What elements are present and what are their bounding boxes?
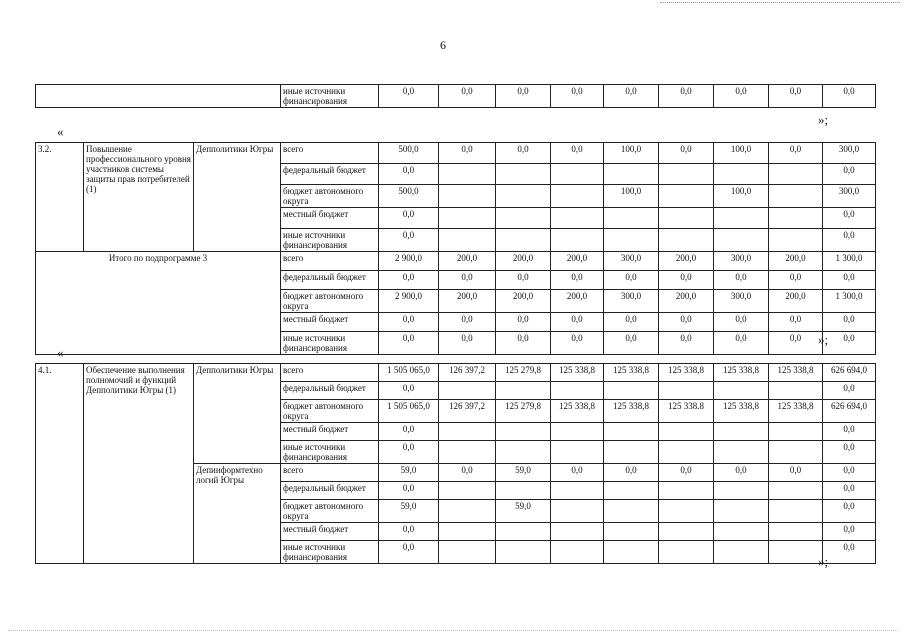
item-number: 4.1.: [36, 364, 84, 564]
value-cell: 0,0: [379, 271, 439, 290]
table-row: [36, 143, 876, 164]
value-cell: 0,0: [823, 523, 876, 541]
table-row: [36, 252, 876, 271]
source-cell: иные источники финансирования: [281, 229, 379, 252]
value-cell: 0,0: [551, 332, 604, 355]
value-cell: 0,0: [379, 229, 439, 252]
value-cell: 125 338,8: [714, 400, 769, 423]
value-cell: 200,0: [551, 252, 604, 271]
value-cell: [551, 229, 604, 252]
source-cell: иные источники финансирования: [281, 441, 379, 464]
value-cell: 0,0: [379, 482, 439, 500]
value-cell: [769, 185, 823, 208]
value-cell: [604, 382, 659, 400]
value-cell: 0,0: [659, 85, 714, 108]
value-cell: 0,0: [823, 423, 876, 441]
source-cell: федеральный бюджет: [281, 164, 379, 185]
value-cell: 200,0: [769, 290, 823, 313]
value-cell: 0,0: [439, 85, 496, 108]
value-cell: 0,0: [823, 332, 876, 355]
value-cell: 0,0: [439, 271, 496, 290]
value-cell: [496, 185, 551, 208]
value-cell: 0,0: [496, 271, 551, 290]
value-cell: 500,0: [379, 185, 439, 208]
value-cell: [439, 441, 496, 464]
value-cell: 0,0: [769, 143, 823, 164]
value-cell: [604, 523, 659, 541]
value-cell: [769, 229, 823, 252]
value-cell: 300,0: [823, 143, 876, 164]
item-number: 3.2.: [36, 143, 84, 252]
value-cell: 125 338,8: [769, 364, 823, 382]
value-cell: 100,0: [714, 143, 769, 164]
value-cell: [496, 482, 551, 500]
value-cell: [496, 423, 551, 441]
value-cell: 125 338,8: [604, 364, 659, 382]
value-cell: [659, 229, 714, 252]
value-cell: 0,0: [714, 271, 769, 290]
value-cell: [551, 423, 604, 441]
value-cell: 0,0: [823, 464, 876, 482]
executor: Депполитики Югры: [194, 143, 281, 252]
value-cell: 126 397,2: [439, 364, 496, 382]
value-cell: 300,0: [714, 290, 769, 313]
value-cell: [439, 423, 496, 441]
value-cell: [714, 382, 769, 400]
value-cell: 1 505 065,0: [379, 364, 439, 382]
value-cell: 0,0: [379, 85, 439, 108]
value-cell: 0,0: [823, 500, 876, 523]
value-cell: 0,0: [769, 271, 823, 290]
source-cell: иные источники финансирования: [281, 85, 379, 108]
value-cell: 0,0: [496, 85, 551, 108]
value-cell: 100,0: [604, 185, 659, 208]
value-cell: 0,0: [379, 164, 439, 185]
value-cell: [659, 523, 714, 541]
source-cell: местный бюджет: [281, 313, 379, 332]
value-cell: 0,0: [769, 313, 823, 332]
value-cell: 0,0: [769, 332, 823, 355]
value-cell: 0,0: [551, 464, 604, 482]
source-cell: федеральный бюджет: [281, 482, 379, 500]
source-cell: федеральный бюджет: [281, 382, 379, 400]
value-cell: 300,0: [604, 252, 659, 271]
value-cell: 125 338,8: [659, 364, 714, 382]
value-cell: [551, 185, 604, 208]
scan-top-line: [660, 2, 900, 4]
value-cell: 0,0: [439, 143, 496, 164]
value-cell: [604, 441, 659, 464]
value-cell: [659, 500, 714, 523]
source-cell: иные источники финансирования: [281, 541, 379, 564]
value-cell: [604, 423, 659, 441]
value-cell: 2 900,0: [379, 252, 439, 271]
value-cell: 0,0: [714, 464, 769, 482]
value-cell: 0,0: [659, 313, 714, 332]
value-cell: [604, 500, 659, 523]
value-cell: 200,0: [439, 252, 496, 271]
value-cell: [439, 541, 496, 564]
value-cell: [496, 382, 551, 400]
page-number: 6: [440, 38, 446, 52]
value-cell: 200,0: [496, 252, 551, 271]
value-cell: [714, 229, 769, 252]
value-cell: 0,0: [823, 271, 876, 290]
value-cell: [604, 229, 659, 252]
value-cell: 0,0: [714, 85, 769, 108]
value-cell: 0,0: [604, 464, 659, 482]
value-cell: 125 279,8: [496, 400, 551, 423]
scan-bottom-line: [8, 630, 898, 632]
subtotal-label: Итого по подпрограмме 3: [36, 252, 281, 355]
value-cell: [604, 541, 659, 564]
value-cell: [604, 482, 659, 500]
table-row: [36, 364, 876, 382]
value-cell: 0,0: [823, 482, 876, 500]
value-cell: 300,0: [604, 290, 659, 313]
value-cell: 0,0: [379, 332, 439, 355]
quote-close-mark: »;: [818, 332, 829, 347]
value-cell: 0,0: [551, 313, 604, 332]
value-cell: 0,0: [379, 382, 439, 400]
value-cell: [659, 382, 714, 400]
value-cell: 125 338,8: [551, 400, 604, 423]
value-cell: 0,0: [823, 164, 876, 185]
value-cell: [439, 482, 496, 500]
value-cell: [551, 441, 604, 464]
source-cell: всего: [281, 464, 379, 482]
value-cell: 200,0: [769, 252, 823, 271]
value-cell: [714, 423, 769, 441]
value-cell: [496, 164, 551, 185]
value-cell: [551, 500, 604, 523]
table-row: [36, 85, 876, 108]
value-cell: 200,0: [551, 290, 604, 313]
value-cell: [439, 185, 496, 208]
value-cell: 0,0: [439, 332, 496, 355]
quote-close-mark: »;: [818, 112, 829, 127]
value-cell: 1 300,0: [823, 290, 876, 313]
value-cell: [659, 482, 714, 500]
value-cell: [769, 423, 823, 441]
value-cell: [439, 229, 496, 252]
value-cell: 125 338,8: [769, 400, 823, 423]
value-cell: [496, 523, 551, 541]
value-cell: [769, 523, 823, 541]
value-cell: 0,0: [379, 208, 439, 229]
value-cell: 0,0: [604, 271, 659, 290]
top-continuation-table: [35, 84, 876, 108]
value-cell: [659, 185, 714, 208]
value-cell: [604, 164, 659, 185]
value-cell: [769, 382, 823, 400]
value-cell: 0,0: [604, 332, 659, 355]
value-cell: 0,0: [823, 441, 876, 464]
source-cell: бюджет автономного округа: [281, 185, 379, 208]
quote-close-mark: »;: [818, 554, 829, 569]
value-cell: [496, 208, 551, 229]
value-cell: [714, 541, 769, 564]
value-cell: [439, 382, 496, 400]
item-name: Повышение профессионального уровня участников системы защиты прав потребителей (1): [84, 143, 194, 252]
value-cell: [439, 523, 496, 541]
value-cell: 59,0: [379, 500, 439, 523]
source-cell: всего: [281, 143, 379, 164]
value-cell: [659, 164, 714, 185]
value-cell: [551, 482, 604, 500]
value-cell: 100,0: [604, 143, 659, 164]
value-cell: 59,0: [496, 464, 551, 482]
value-cell: 0,0: [439, 464, 496, 482]
value-cell: 0,0: [769, 464, 823, 482]
value-cell: 125 338,8: [714, 364, 769, 382]
value-cell: 126 397,2: [439, 400, 496, 423]
value-cell: 0,0: [496, 332, 551, 355]
quote-open-mark: «: [57, 345, 64, 360]
value-cell: 0,0: [659, 464, 714, 482]
value-cell: [551, 523, 604, 541]
quote-open-mark: «: [57, 124, 64, 139]
source-cell: бюджет автономного округа: [281, 400, 379, 423]
value-cell: 0,0: [823, 382, 876, 400]
value-cell: [659, 441, 714, 464]
value-cell: 0,0: [659, 332, 714, 355]
value-cell: 59,0: [379, 464, 439, 482]
value-cell: 0,0: [823, 208, 876, 229]
value-cell: [714, 164, 769, 185]
value-cell: 0,0: [379, 313, 439, 332]
value-cell: 1 300,0: [823, 252, 876, 271]
value-cell: 200,0: [659, 252, 714, 271]
value-cell: [496, 541, 551, 564]
executor: Депинформтехно логий Югры: [194, 464, 281, 564]
value-cell: 0,0: [659, 271, 714, 290]
value-cell: 0,0: [769, 85, 823, 108]
value-cell: 626 694,0: [823, 364, 876, 382]
value-cell: 200,0: [659, 290, 714, 313]
value-cell: [714, 441, 769, 464]
source-cell: федеральный бюджет: [281, 271, 379, 290]
value-cell: [769, 482, 823, 500]
source-cell: бюджет автономного округа: [281, 290, 379, 313]
value-cell: 0,0: [379, 523, 439, 541]
source-cell: местный бюджет: [281, 423, 379, 441]
value-cell: 0,0: [379, 441, 439, 464]
source-cell: бюджет автономного округа: [281, 500, 379, 523]
value-cell: [659, 208, 714, 229]
value-cell: 125 279,8: [496, 364, 551, 382]
value-cell: [551, 541, 604, 564]
source-cell: местный бюджет: [281, 523, 379, 541]
value-cell: [439, 500, 496, 523]
value-cell: [714, 482, 769, 500]
value-cell: [769, 500, 823, 523]
value-cell: 300,0: [714, 252, 769, 271]
value-cell: [496, 229, 551, 252]
value-cell: 0,0: [379, 541, 439, 564]
value-cell: 2 900,0: [379, 290, 439, 313]
value-cell: 100,0: [714, 185, 769, 208]
value-cell: 0,0: [496, 143, 551, 164]
source-cell: всего: [281, 364, 379, 382]
value-cell: 200,0: [439, 290, 496, 313]
value-cell: [496, 441, 551, 464]
value-cell: [659, 541, 714, 564]
value-cell: 0,0: [823, 541, 876, 564]
empty-cell: [36, 85, 281, 108]
value-cell: [551, 208, 604, 229]
value-cell: 1 505 065,0: [379, 400, 439, 423]
source-cell: местный бюджет: [281, 208, 379, 229]
value-cell: 125 338.8: [659, 400, 714, 423]
value-cell: [769, 441, 823, 464]
value-cell: 300,0: [823, 185, 876, 208]
value-cell: [551, 382, 604, 400]
value-cell: [714, 500, 769, 523]
value-cell: 0,0: [379, 423, 439, 441]
value-cell: 0,0: [659, 143, 714, 164]
executor: Депполитики Югры: [194, 364, 281, 464]
value-cell: 200,0: [496, 290, 551, 313]
source-cell: всего: [281, 252, 379, 271]
value-cell: [769, 164, 823, 185]
value-cell: [551, 164, 604, 185]
value-cell: [439, 208, 496, 229]
value-cell: [659, 423, 714, 441]
value-cell: 0,0: [551, 271, 604, 290]
value-cell: 0,0: [823, 85, 876, 108]
value-cell: 0,0: [823, 313, 876, 332]
section-3-2-table: [35, 142, 876, 355]
value-cell: 0,0: [714, 313, 769, 332]
value-cell: 59,0: [496, 500, 551, 523]
value-cell: [714, 523, 769, 541]
value-cell: 0,0: [439, 313, 496, 332]
value-cell: 0,0: [604, 85, 659, 108]
value-cell: [769, 208, 823, 229]
value-cell: [604, 208, 659, 229]
value-cell: 0,0: [714, 332, 769, 355]
value-cell: 500,0: [379, 143, 439, 164]
value-cell: 125 338,8: [551, 364, 604, 382]
value-cell: 0,0: [496, 313, 551, 332]
value-cell: [714, 208, 769, 229]
value-cell: 0,0: [551, 143, 604, 164]
value-cell: [439, 164, 496, 185]
value-cell: 0,0: [823, 229, 876, 252]
value-cell: 0,0: [551, 85, 604, 108]
value-cell: 125 338,8: [604, 400, 659, 423]
value-cell: [769, 541, 823, 564]
source-cell: иные источники финансирования: [281, 332, 379, 355]
value-cell: 0,0: [604, 313, 659, 332]
section-4-1-table: [35, 363, 876, 564]
item-name: Обеспечение выполнения полномочий и функций Депполитики Югры (1): [84, 364, 194, 564]
value-cell: 626 694,0: [823, 400, 876, 423]
